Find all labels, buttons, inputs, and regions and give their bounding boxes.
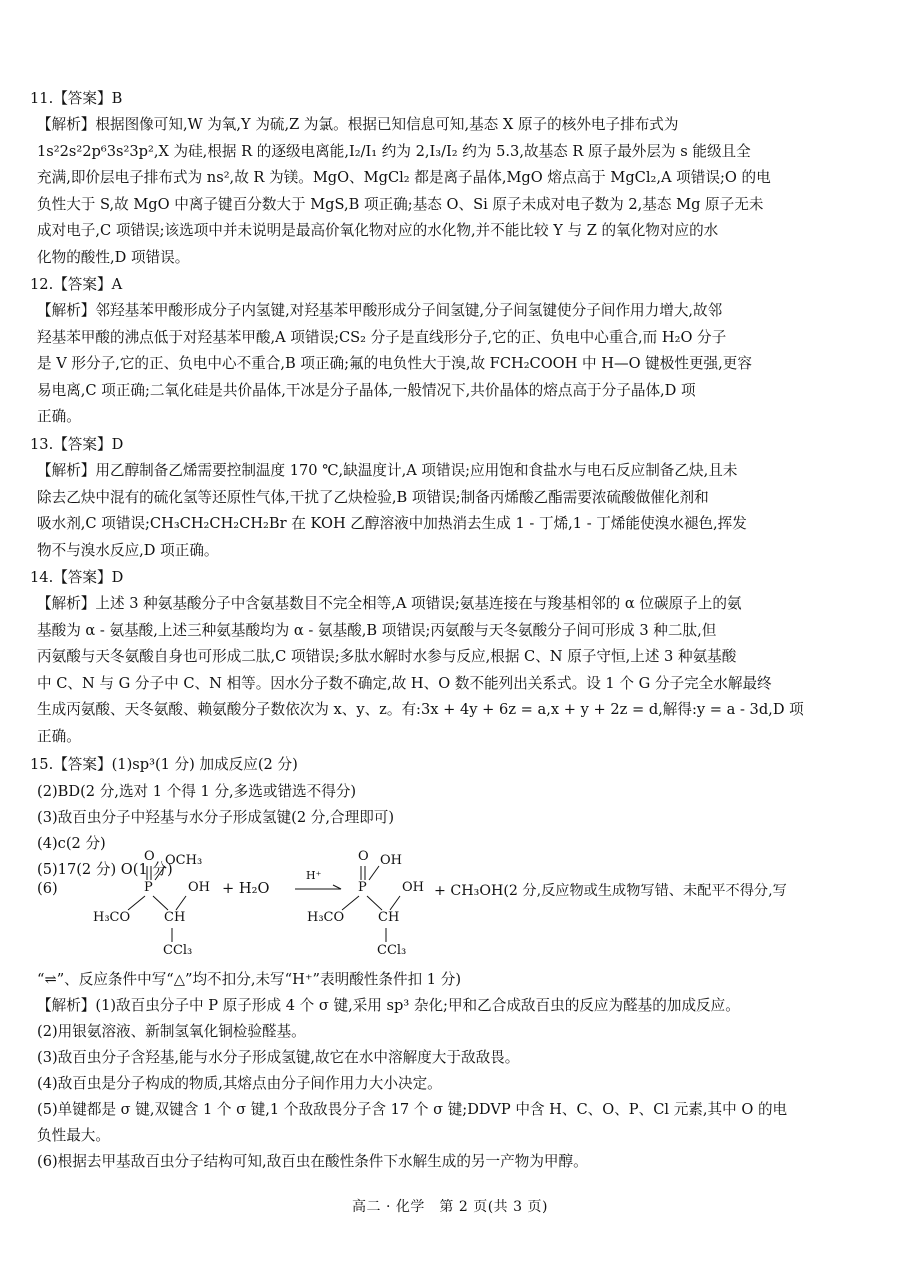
q14-analysis-line: 生成丙氨酸、天冬氨酸、赖氨酸分子数依次为 x、y、z。有:3x + 4y + 6z = a,x + y + 2z = d,解得:y = a - 3d,D 项 (37, 701, 804, 719)
q15-analysis-line: (3)敌百虫分子含羟基,能与水分子形成氢键,故它在水中溶解度大于敌敌畏。 (37, 1049, 520, 1066)
q15-analysis-line: (6)根据去甲基敌百虫分子结构可知,敌百虫在酸性条件下水解生成的另一产物为甲醇。 (37, 1153, 588, 1170)
q15-answer: 15.【答案】(1)sp³(1 分) 加成反应(2 分) (30, 756, 298, 773)
q12-analysis-line: 正确。 (37, 408, 81, 426)
product-oh-top: OH (380, 853, 402, 868)
q14-answer: 14.【答案】D (30, 569, 124, 586)
q15-note: “⇌”、反应条件中写“△”均不扣分,未写“H⁺”表明酸性条件扣 1 分) (37, 971, 462, 988)
reactant-oh: OH (188, 880, 210, 895)
q11-analysis-line: 负性大于 S,故 MgO 中离子键百分数大于 MgS,B 项正确;基态 O、Si 原子未成对电子数为 2,基态 Mg 原子无未 (37, 195, 764, 213)
q12-answer: 12.【答案】A (30, 276, 123, 293)
q14-analysis-line: 丙氨酸与天冬氨酸自身也可形成二肽,C 项错误;多肽水解时水参与反应,根据 C、N 原子守恒,上述 3 种氨基酸 (37, 648, 737, 666)
reactant-h3co: H₃CO (93, 910, 131, 925)
q13-analysis-line: 物不与溴水反应,D 项正确。 (37, 541, 219, 559)
eq-label: (6) (37, 880, 58, 897)
reactant-o: O (144, 849, 155, 864)
q15-answer-3: (3)敌百虫分子中羟基与水分子形成氢键(2 分,合理即可) (37, 809, 395, 826)
q15-analysis-line: 【解析】(1)敌百虫分子中 P 原子形成 4 个 σ 键,采用 sp³ 杂化;甲和乙合成敌百虫的反应为醛基的加成反应。 (37, 997, 740, 1014)
q15-answer-5: (5)17(2 分) O(1 分) (37, 861, 173, 878)
product-ccl3: CCl₃ (377, 943, 407, 958)
product-h3co: H₃CO (307, 910, 345, 925)
q13-answer: 13.【答案】D (30, 436, 124, 453)
reactant-ccl3: CCl₃ (163, 943, 193, 958)
q15-answer-2: (2)BD(2 分,选对 1 个得 1 分,多选或错选不得分) (37, 783, 357, 800)
product-p: P (358, 880, 367, 895)
q15-analysis-line: (5)单键都是 σ 键,双键含 1 个 σ 键,1 个敌敌畏分子含 17 个 σ 键;DDVP 中含 H、C、O、P、Cl 元素,其中 O 的电 (37, 1101, 788, 1118)
q15-analysis-line: (2)用银氨溶液、新制氢氧化铜检验醛基。 (37, 1023, 306, 1040)
eq-catalyst: H⁺ (306, 869, 322, 882)
q14-analysis-line: 【解析】上述 3 种氨基酸分子中含氨基数目不完全相等,A 项错误;氨基连接在与羧基相邻的 α 位碳原子上的氨 (37, 595, 742, 612)
q14-analysis-line: 正确。 (37, 727, 81, 745)
q11-analysis-line: 充满,即价层电子排布式为 ns²,故 R 为镁。MgO、MgCl₂ 都是离子晶体,MgO 熔点高于 MgCl₂,A 项错误;O 的电 (37, 169, 771, 187)
reactant-och3: OCH₃ (165, 853, 203, 868)
q15-answer-4: (4)c(2 分) (37, 835, 106, 852)
q15-analysis-line: 负性最大。 (37, 1127, 110, 1144)
q14-analysis-line: 基酸为 α - 氨基酸,上述三种氨基酸均为 α - 氨基酸,B 项错误;丙氨酸与天冬氨酸分子间可形成 3 种二肽,但 (37, 621, 717, 639)
q13-analysis-line: 除去乙炔中混有的硫化氢等还原性气体,干扰了乙炔检验,B 项错误;制备丙烯酸乙酯需要浓硫酸做催化剂和 (37, 488, 709, 506)
product-ch: CH (378, 910, 400, 925)
q12-analysis-line: 羟基苯甲酸的沸点低于对羟基苯甲酸,A 项错误;CS₂ 分子是直线形分子,它的正、负电中心重合,而 H₂O 分子 (37, 328, 727, 346)
q11-analysis-line: 化物的酸性,D 项错误。 (37, 248, 190, 266)
q11-analysis-line: 成对电子,C 项错误;该选项中并未说明是最高价氧化物对应的水化物,并不能比较 Y 与 Z 的氧化物对应的水 (37, 222, 719, 240)
q12-analysis-line: 【解析】邻羟基苯甲酸形成分子内氢键,对羟基苯甲酸形成分子间氢键,分子间氢键使分子间作用力增大,故邻 (37, 302, 723, 319)
eq-plus-water: + H₂O (222, 880, 270, 897)
product-o: O (358, 849, 369, 864)
q12-analysis-line: 是 V 形分子,它的正、负电中心不重合,B 项正确;氟的电负性大于溴,故 FCH₂COOH 中 H—O 键极性更强,更容 (37, 355, 752, 373)
page-footer: 高二 · 化学 第 2 页(共 3 页) (352, 1199, 548, 1215)
q12-analysis-line: 易电离,C 项正确;二氧化硅是共价晶体,干冰是分子晶体,一般情况下,共价晶体的熔点高于分子晶体,D 项 (37, 381, 696, 399)
q11-analysis-line: 【解析】根据图像可知,W 为氧,Y 为硫,Z 为氯。根据已知信息可知,基态 X 原子的核外电子排布式为 (37, 116, 679, 133)
q14-analysis-line: 中 C、N 与 G 分子中 C、N 相等。因水分子数不确定,故 H、O 数不能列出关系式。设 1 个 G 分子完全水解最终 (37, 674, 772, 692)
reactant-p: P (144, 880, 153, 895)
q13-analysis-line: 吸水剂,C 项错误;CH₃CH₂CH₂CH₂Br 在 KOH 乙醇溶液中加热消去生成 1 - 丁烯,1 - 丁烯能使溴水褪色,挥发 (37, 515, 747, 533)
q11-answer: 11.【答案】B (30, 90, 123, 107)
q11-analysis-line: 1s²2s²2p⁶3s²3p²,X 为硅,根据 R 的逐级电离能,I₂/I₁ 约为 2,I₃/I₂ 约为 5.3,故基态 R 原子最外层为 s 能级且全 (37, 142, 751, 160)
q13-analysis-line: 【解析】用乙醇制备乙烯需要控制温度 170 ℃,缺温度计,A 项错误;应用饱和食盐水与电石反应制备乙炔,且未 (37, 462, 738, 479)
q15-analysis-line: (4)敌百虫是分子构成的物质,其熔点由分子间作用力大小决定。 (37, 1075, 442, 1092)
eq-tail: + CH₃OH(2 分,反应物或生成物写错、未配平不得分,写 (434, 883, 787, 899)
reactant-ch: CH (164, 910, 186, 925)
product-oh: OH (402, 880, 424, 895)
